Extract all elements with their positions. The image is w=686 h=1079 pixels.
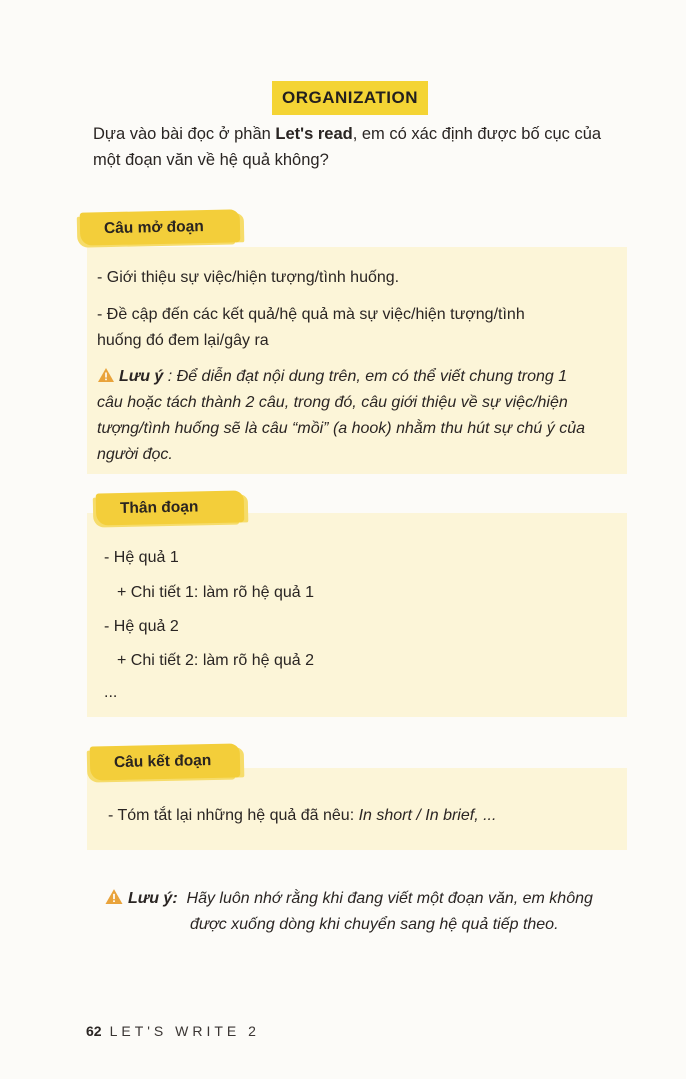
- warning-icon: [104, 888, 124, 905]
- closing-heading: Câu kết đoạn: [90, 743, 241, 780]
- intro-text: Dựa vào bài đọc ở phần: [93, 125, 276, 143]
- intro-line2: một đoạn văn về hệ quả không?: [93, 151, 329, 169]
- opening-note: [97, 364, 567, 390]
- body-heading: Thân đoạn: [96, 490, 245, 525]
- page-number: 62: [86, 1023, 102, 1039]
- bottom-note-label: Lưu ý:: [128, 890, 178, 907]
- closing-text-italic: In short / In brief, ...: [358, 807, 497, 824]
- note-line-3: tượng/tình huống sẽ là câu “mồi” (a hook) nhằm thu hút sự chú ý của: [97, 420, 585, 437]
- bottom-note-line-2: được xuống dòng khi chuyển sang hệ quả tiếp theo.: [190, 916, 559, 933]
- note-line-2: câu hoặc tách thành 2 câu, trong đó, câu giới thiệu về sự việc/hiện: [97, 394, 568, 411]
- intro-bold: Let's read: [275, 125, 353, 143]
- intro-text-cont: , em có xác định được bố cục của: [352, 125, 602, 143]
- closing-text-main: - Tóm tắt lại những hệ quả đã nêu:: [108, 807, 359, 824]
- intro-paragraph: [93, 121, 633, 173]
- page-footer: [86, 1023, 260, 1039]
- opening-heading: Câu mở đoạn: [80, 209, 241, 245]
- opening-bullet-2-line2: huống đó đem lại/gây ra: [97, 332, 269, 349]
- body-item-1: - Hệ quả 1: [104, 549, 179, 566]
- book-title: LET'S WRITE 2: [109, 1023, 260, 1039]
- warning-icon: [97, 367, 115, 383]
- body-item-3: - Hệ quả 2: [104, 618, 179, 635]
- body-item-4: + Chi tiết 2: làm rõ hệ quả 2: [117, 652, 314, 669]
- bottom-note-line-1: Hãy luôn nhớ rằng khi đang viết một đoạn văn, em không: [186, 890, 593, 907]
- opening-bullet-2-line1: - Đề cập đến các kết quả/hệ quả mà sự việc/hiện tượng/tình: [97, 306, 525, 323]
- section-title: ORGANIZATION: [272, 81, 428, 115]
- bottom-note: [104, 886, 644, 938]
- note-line-1: : Để diễn đạt nội dung trên, em có thể viết chung trong 1: [167, 368, 568, 385]
- body-item-2: + Chi tiết 1: làm rõ hệ quả 1: [117, 584, 314, 601]
- note-label: Lưu ý: [119, 368, 164, 385]
- opening-bullet-1: - Giới thiệu sự việc/hiện tượng/tình huống.: [97, 269, 400, 286]
- closing-text: [108, 803, 496, 829]
- note-line-4: người đọc.: [97, 446, 173, 463]
- body-item-5: ...: [104, 684, 118, 701]
